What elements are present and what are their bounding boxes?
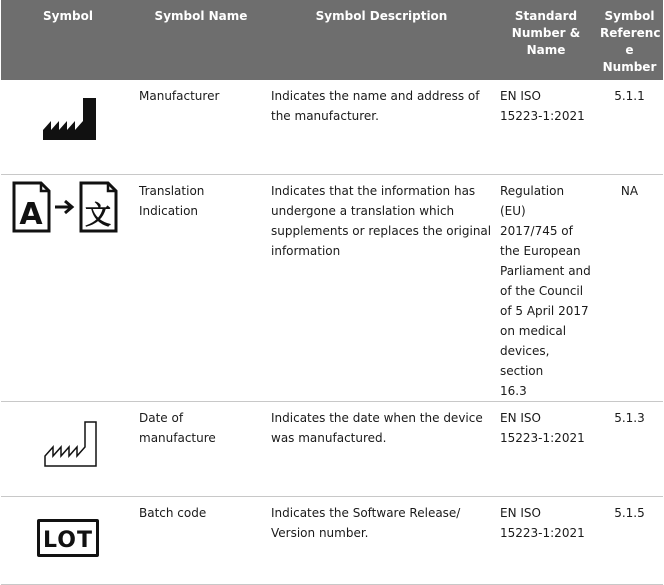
header-symbol-description: Symbol Description: [267, 0, 496, 80]
symbol-name: Date of manufacture: [135, 402, 267, 497]
symbol-cell: [1, 175, 135, 402]
header-symbol-name: Symbol Name: [135, 0, 267, 80]
symbol-description: Indicates the date when the device was manufactured.: [267, 402, 496, 497]
translation-source-letter: A: [19, 197, 43, 232]
symbols-table: [1, 0, 663, 585]
header-standard: Standard Number & Name: [496, 0, 596, 80]
symbol-description: Indicates the Software Release/ Version number.: [267, 497, 496, 585]
translation-target-glyph: 文: [84, 201, 112, 231]
standard-cell: EN ISO 15223-1:2021: [496, 80, 596, 175]
symbol-description: Indicates that the information has undergone a translation which supplements or replaces the original information: [267, 175, 496, 402]
symbol-cell: [1, 402, 135, 497]
table-row: [1, 497, 663, 585]
header-row: [1, 0, 663, 80]
header-reference: Symbol Referenc e Number: [596, 0, 663, 80]
reference-number: 5.1.5: [596, 497, 663, 585]
standard-cell: EN ISO 15223-1:2021: [496, 497, 596, 585]
header-symbol: Symbol: [1, 0, 135, 80]
table-row: [1, 80, 663, 175]
symbol-description: Indicates the name and address of the manufacturer.: [267, 80, 496, 175]
lot-icon: LOT: [37, 519, 99, 557]
reference-number: 5.1.3: [596, 402, 663, 497]
symbol-cell: [1, 497, 135, 585]
manufacturer-icon: [1, 80, 135, 168]
reference-number: NA: [596, 175, 663, 402]
symbol-name: Batch code: [135, 497, 267, 585]
reference-number: 5.1.1: [596, 80, 663, 175]
symbol-cell: [1, 80, 135, 175]
date-of-manufacture-icon: [1, 402, 135, 490]
symbol-name: Manufacturer: [135, 80, 267, 175]
translation-icon: [1, 175, 135, 359]
standard-cell: Regulation (EU) 2017/745 of the European Parliament and of the Council of 5 April 2017 on medical devices, section 16.3: [496, 175, 596, 402]
table-row: [1, 402, 663, 497]
standard-cell: EN ISO 15223-1:2021: [496, 402, 596, 497]
table-row: [1, 175, 663, 402]
symbol-name: Translation Indication: [135, 175, 267, 402]
